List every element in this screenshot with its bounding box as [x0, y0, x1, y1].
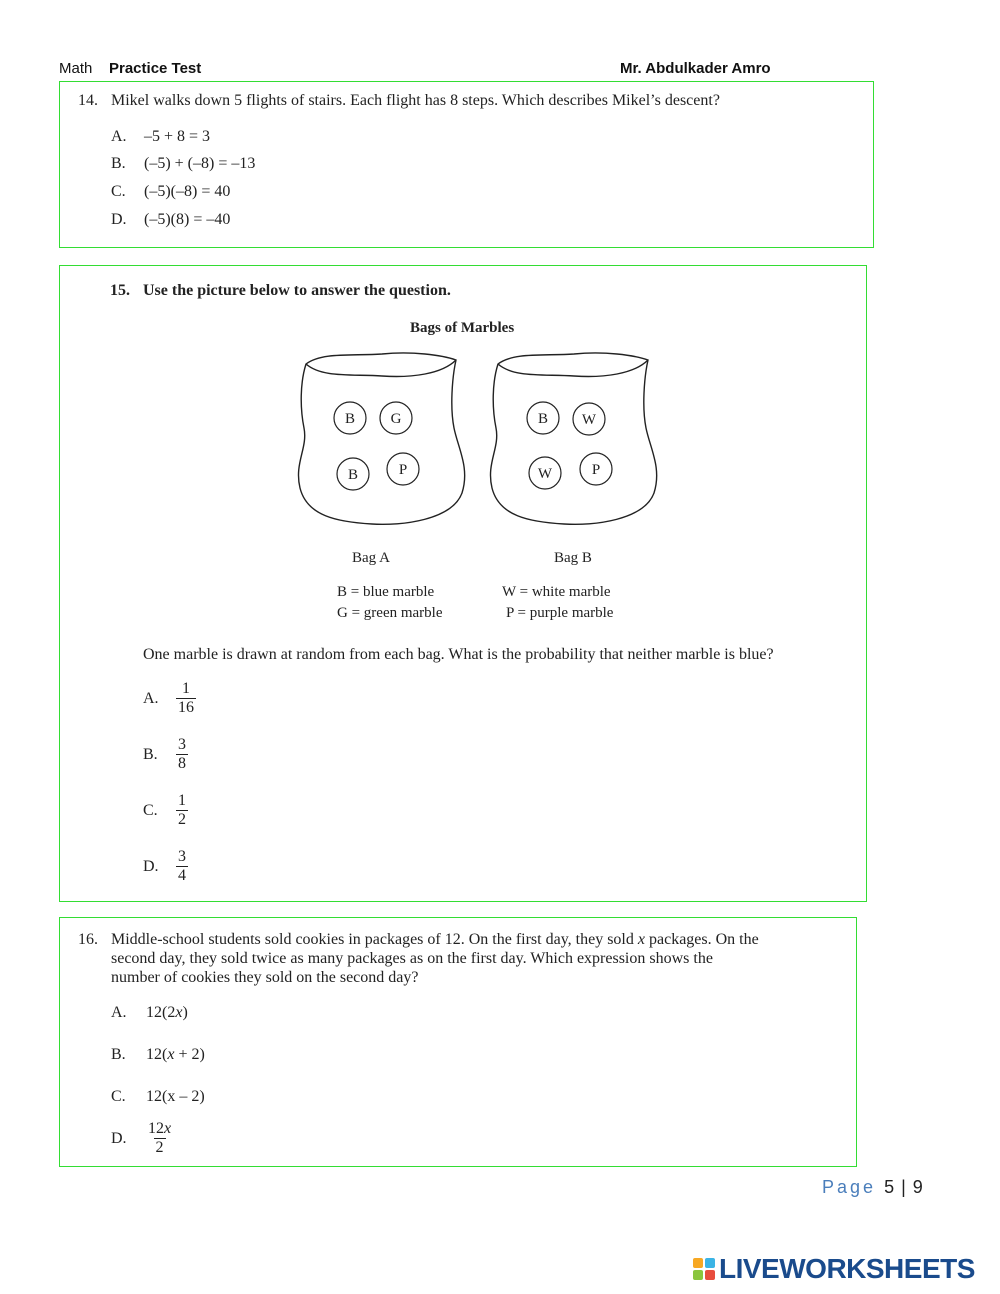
q16-number: 16. — [78, 931, 98, 948]
q16-line1-part3: packages. On the — [644, 931, 759, 948]
q14-choice-a: –5 + 8 = 3 — [144, 128, 211, 145]
q16-choice-b-letter: B. — [111, 1046, 126, 1063]
q16-choice-a-p1: 12(2 — [146, 1004, 176, 1021]
q16-choice-d-num-var: x — [164, 1120, 172, 1137]
header-teacher: Mr. Abdulkader Amro — [620, 60, 771, 77]
q16-line1-part1: Middle-school students sold cookies in packages of 12. On the first day, they sold — [111, 931, 638, 948]
q14-choice-b: (–5) + (–8) = –13 — [144, 155, 256, 172]
legend-blue: B = blue marble — [337, 584, 435, 600]
q15-choice-b-letter: B. — [143, 746, 158, 763]
page-count: 5 | 9 — [884, 1177, 924, 1197]
q15-question: One marble is drawn at random from each bag. What is the probability that neither marble is blue? — [143, 646, 774, 663]
q15-choice-d-letter: D. — [143, 858, 159, 875]
q14-choice-d-letter: D. — [111, 211, 127, 228]
legend-green: G = green marble — [337, 605, 443, 621]
q15-choice-d-numerator: 3 — [178, 848, 186, 865]
header-subject: Math — [59, 60, 93, 77]
q16-choice-a — [146, 1004, 188, 1022]
bag-b-marble-1-label: B — [537, 411, 549, 427]
q16-choice-d-denominator: 2 — [155, 1139, 164, 1156]
logo-square-4 — [705, 1270, 715, 1280]
q15-choice-b-numerator: 3 — [178, 736, 186, 753]
q16-text-line-2: second day, they sold twice as many packages as on the first day. Which expression shows the — [111, 950, 713, 967]
legend-white: W = white marble — [502, 584, 611, 600]
liveworksheets-logo — [693, 1253, 975, 1285]
bag-b-marble-3-label: W — [537, 466, 553, 482]
legend-purple: P = purple marble — [506, 605, 614, 621]
q16-text-line-3: number of cookies they sold on the second day? — [111, 969, 419, 986]
q14-choice-d: (–5)(8) = –40 — [144, 211, 231, 228]
q16-choice-b — [146, 1046, 205, 1064]
q14-choice-c-letter: C. — [111, 183, 126, 200]
q15-choice-a-denominator: 16 — [178, 699, 194, 716]
q14-choice-c: (–5)(–8) = 40 — [144, 183, 231, 200]
figure-title: Bags of Marbles — [410, 320, 515, 336]
q14-number: 14. — [78, 92, 98, 109]
bag-b — [490, 353, 656, 524]
question-16-box — [59, 917, 857, 1167]
q16-text-line-1 — [111, 931, 759, 949]
bag-b-marble-4-label: P — [591, 462, 601, 478]
q16-choice-c-letter: C. — [111, 1088, 126, 1105]
bag-b-marble-2-label: W — [581, 412, 597, 428]
logo-text: LIVEWORKSHEETS — [719, 1253, 975, 1284]
question-14-box — [59, 81, 874, 248]
q15-choice-c-denominator: 2 — [178, 811, 186, 828]
header-title: Practice Test — [109, 60, 202, 77]
q16-choice-d-numerator — [146, 1120, 173, 1138]
q14-choice-b-letter: B. — [111, 155, 126, 172]
q15-choice-c-letter: C. — [143, 802, 158, 819]
q15-choice-c-numerator: 1 — [178, 792, 186, 809]
bag-a — [298, 353, 464, 524]
q16-choice-c: 12(x – 2) — [146, 1088, 205, 1105]
q15-choice-c-fraction — [176, 792, 188, 829]
q15-choice-b-fraction — [176, 736, 188, 773]
q14-text: Mikel walks down 5 flights of stairs. Each flight has 8 steps. Which describes Mikel’s descent? — [111, 92, 720, 109]
q15-choice-b-denominator: 8 — [178, 755, 186, 772]
q15-choice-a-fraction — [176, 680, 196, 717]
q15-prompt: Use the picture below to answer the question. — [143, 282, 451, 299]
q16-choice-b-p1: 12( — [146, 1046, 168, 1063]
q15-choice-a-letter: A. — [143, 690, 159, 707]
q16-choice-d-num-coef: 12 — [148, 1120, 164, 1137]
q16-choice-a-var: x — [175, 1004, 183, 1021]
logo-square-1 — [693, 1258, 703, 1268]
q16-choice-d-fraction — [146, 1120, 173, 1157]
logo-icon — [693, 1258, 715, 1280]
q16-choice-b-p3: + 2) — [174, 1046, 205, 1063]
q15-choice-d-fraction — [176, 848, 188, 885]
bag-a-label: Bag A — [352, 550, 390, 566]
logo-square-3 — [693, 1270, 703, 1280]
q16-choice-b-var: x — [167, 1046, 175, 1063]
page-number — [822, 1177, 924, 1198]
q15-choice-d-denominator: 4 — [178, 867, 186, 884]
q14-choice-a-letter: A. — [111, 128, 127, 145]
bag-a-marble-4-label: P — [398, 462, 408, 478]
q16-choice-a-p3: ) — [182, 1004, 188, 1021]
bag-a-marble-3-label: B — [347, 467, 359, 483]
q16-choice-d-letter: D. — [111, 1130, 127, 1147]
bag-a-marble-2-label: G — [390, 411, 402, 427]
question-15-box — [59, 265, 867, 902]
q15-choice-a-numerator: 1 — [182, 680, 190, 697]
q16-line1-var: x — [637, 931, 645, 948]
page-word: Page — [822, 1177, 877, 1197]
q16-choice-a-letter: A. — [111, 1004, 127, 1021]
marble-bags-figure — [292, 348, 672, 528]
bag-b-label: Bag B — [554, 550, 592, 566]
logo-square-2 — [705, 1258, 715, 1268]
bag-a-marble-1-label: B — [344, 411, 356, 427]
q15-number: 15. — [110, 282, 130, 299]
